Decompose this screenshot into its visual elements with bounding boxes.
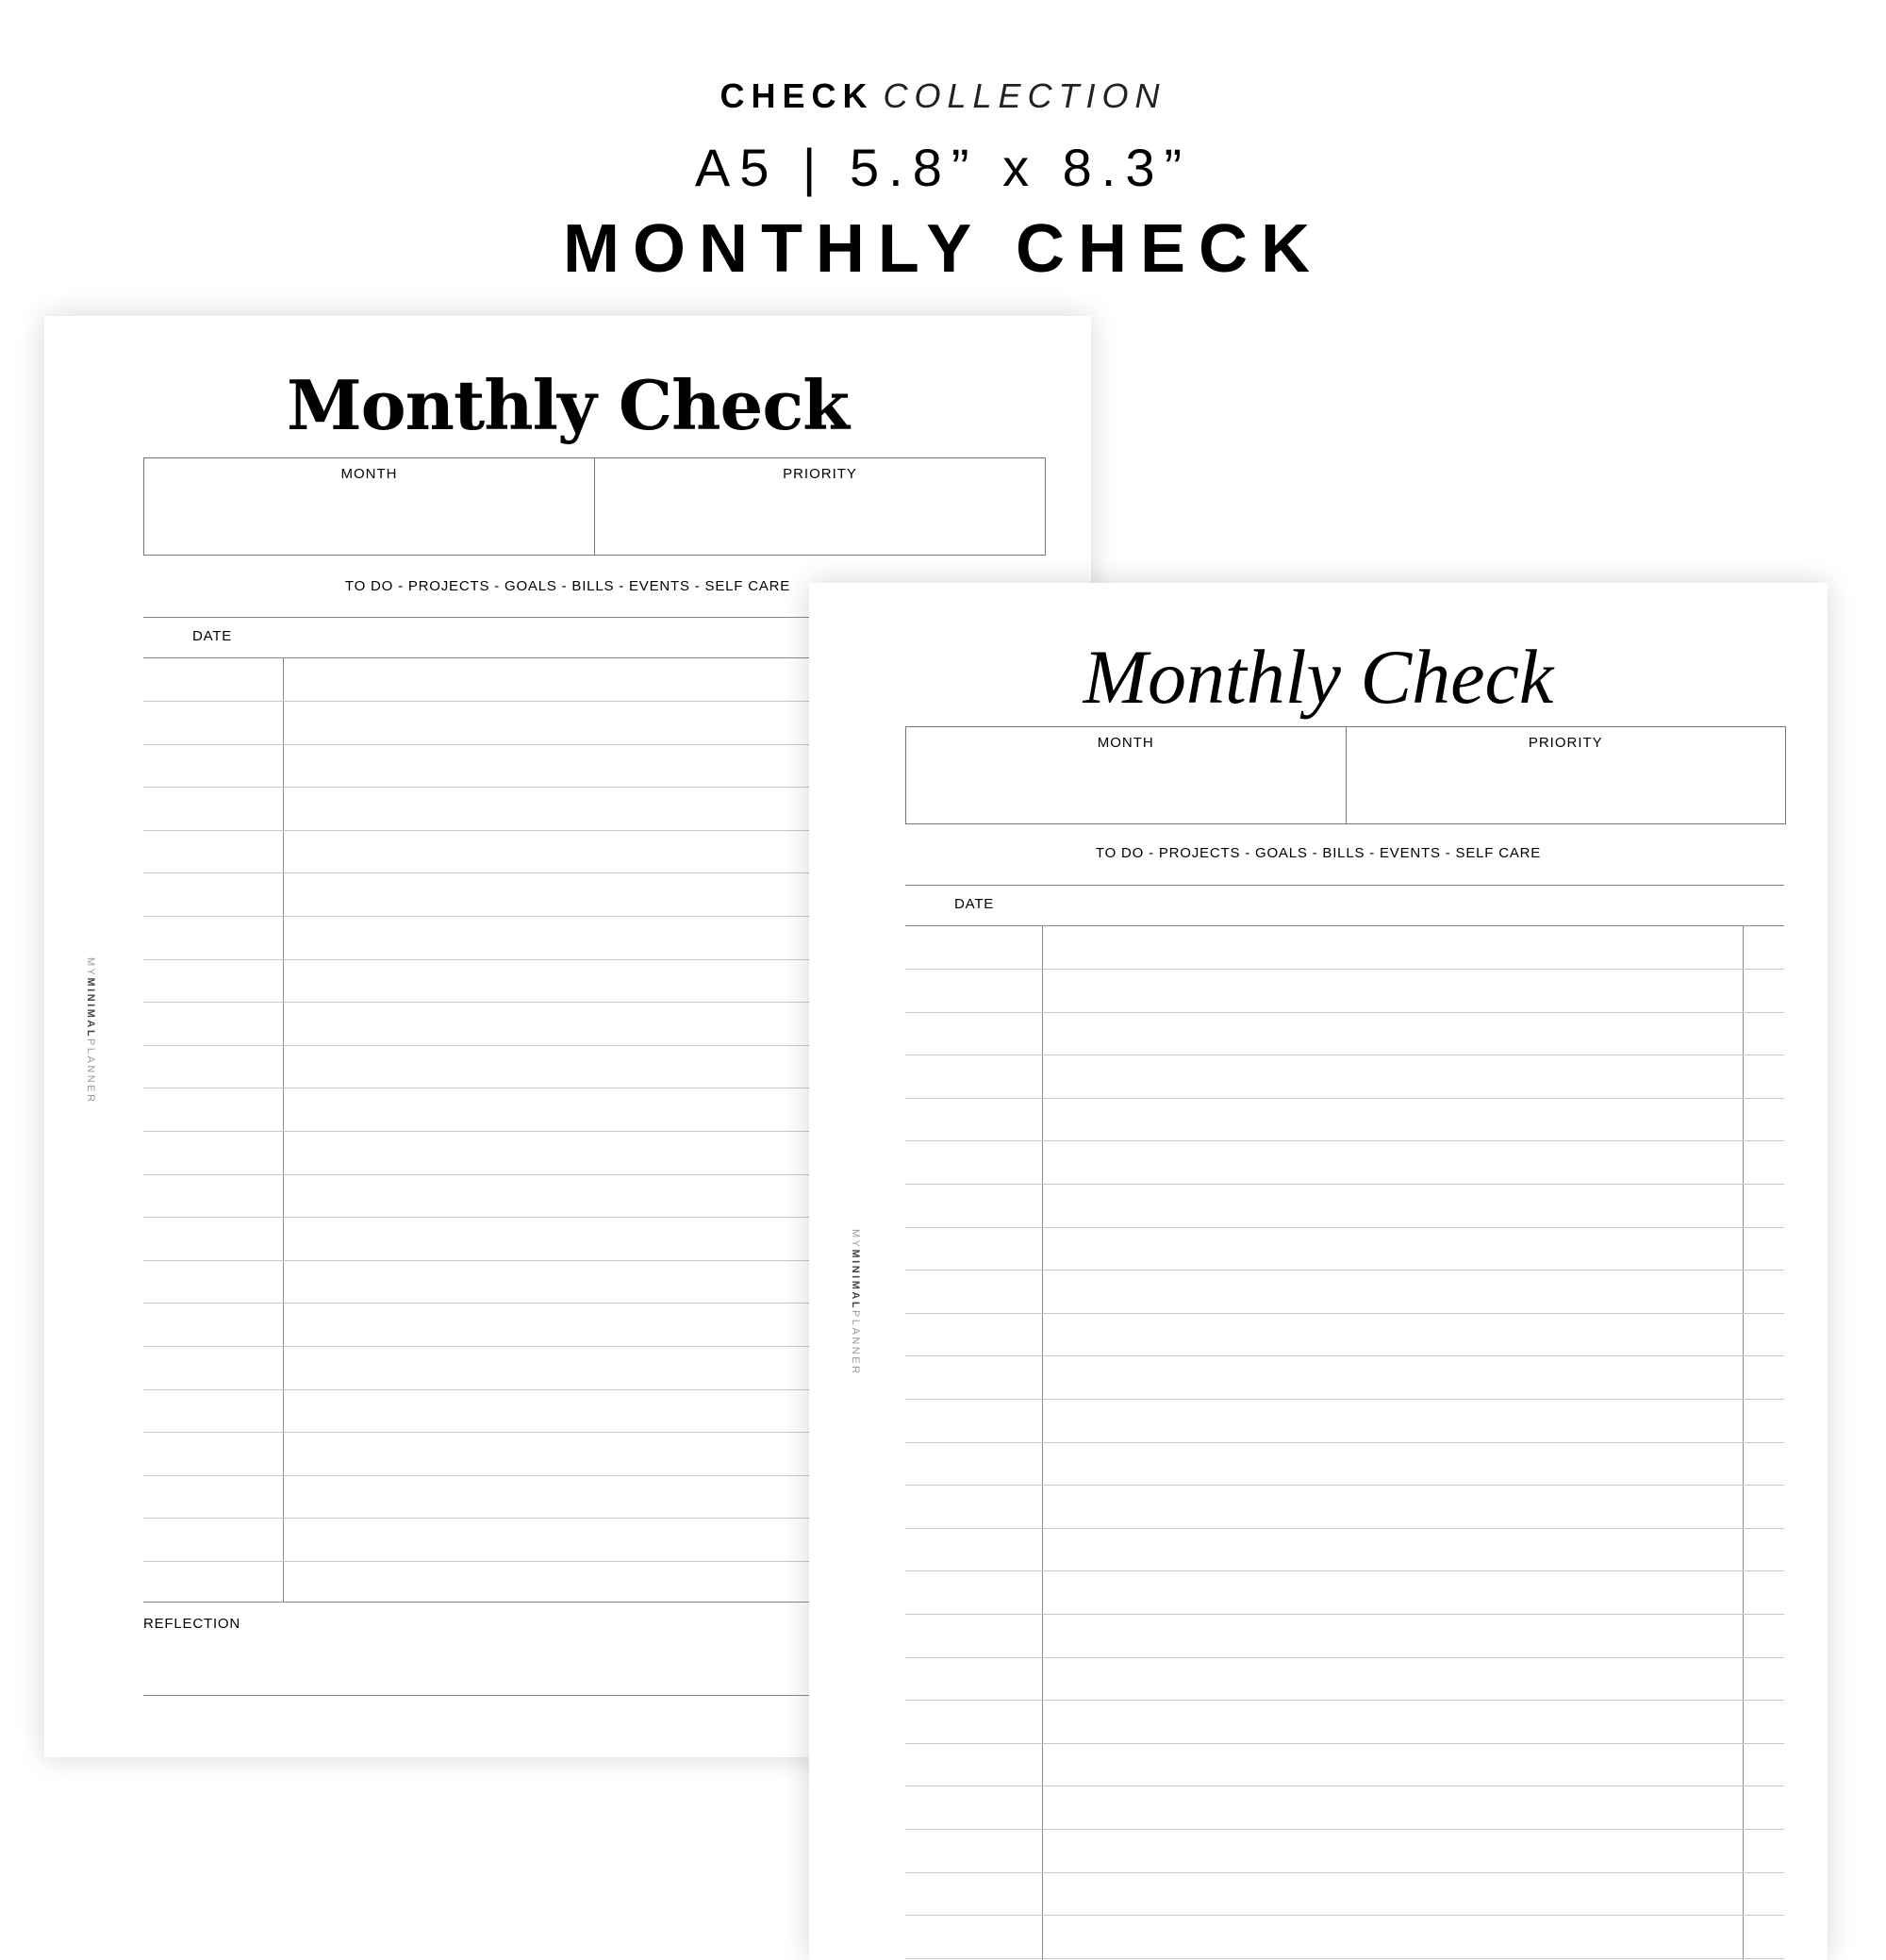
collection-name: CHECK (720, 76, 874, 115)
categories-line: TO DO - PROJECTS - GOALS - BILLS - EVENTS - SELF CARE (344, 578, 791, 594)
planner-sheet-script (809, 583, 1828, 1960)
writing-line (905, 1614, 1784, 1615)
writing-line (905, 1743, 1784, 1744)
month-cell (906, 727, 1346, 823)
writing-line (905, 1399, 1784, 1400)
brand-watermark: MYMINIMALPLANNER (85, 957, 96, 1105)
writing-line (905, 1700, 1784, 1701)
sheet-title: Monthly Check (1083, 634, 1554, 720)
writing-line (905, 1270, 1784, 1271)
writing-line (905, 1872, 1784, 1873)
writing-line (905, 1915, 1784, 1916)
writing-line (905, 1184, 1784, 1185)
categories-line: TO DO - PROJECTS - GOALS - BILLS - EVENTS - SELF CARE (1095, 845, 1542, 861)
priority-cell (1346, 727, 1786, 823)
month-priority-box (143, 457, 1046, 556)
writing-line (905, 1227, 1784, 1228)
writing-line (905, 1528, 1784, 1529)
header-rule (905, 925, 1784, 926)
sheet-title: Monthly Check (286, 365, 850, 445)
writing-line (905, 1657, 1784, 1658)
writing-line (905, 969, 1784, 970)
writing-line (905, 1570, 1784, 1571)
reflection-label: REFLECTION (143, 1616, 241, 1632)
writing-line (905, 1140, 1784, 1141)
date-label: DATE (954, 896, 995, 912)
writing-line (905, 1098, 1784, 1099)
size-line: A5 | 5.8” x 8.3” (694, 138, 1192, 197)
month-cell (144, 458, 594, 555)
collection-line (0, 75, 1886, 117)
month-label: MONTH (340, 466, 398, 482)
brand-watermark: MYMINIMALPLANNER (850, 1229, 861, 1376)
writing-line (905, 1485, 1784, 1486)
month-priority-box (905, 726, 1786, 824)
date-label: DATE (192, 628, 233, 644)
priority-cell (594, 458, 1045, 555)
writing-line (905, 1012, 1784, 1013)
writing-line (905, 1829, 1784, 1830)
priority-label: PRIORITY (1528, 735, 1603, 751)
writing-line (905, 1355, 1784, 1356)
priority-label: PRIORITY (783, 466, 857, 482)
collection-word: COLLECTION (883, 76, 1166, 115)
date-lined-area (905, 885, 1784, 1960)
month-label: MONTH (1097, 735, 1154, 751)
writing-line (905, 1442, 1784, 1443)
section-top-rule (905, 885, 1784, 886)
writing-line (905, 1313, 1784, 1314)
writing-line (905, 1958, 1784, 1959)
date-column-divider (283, 657, 284, 1602)
product-title: MONTHLY CHECK (562, 211, 1324, 287)
